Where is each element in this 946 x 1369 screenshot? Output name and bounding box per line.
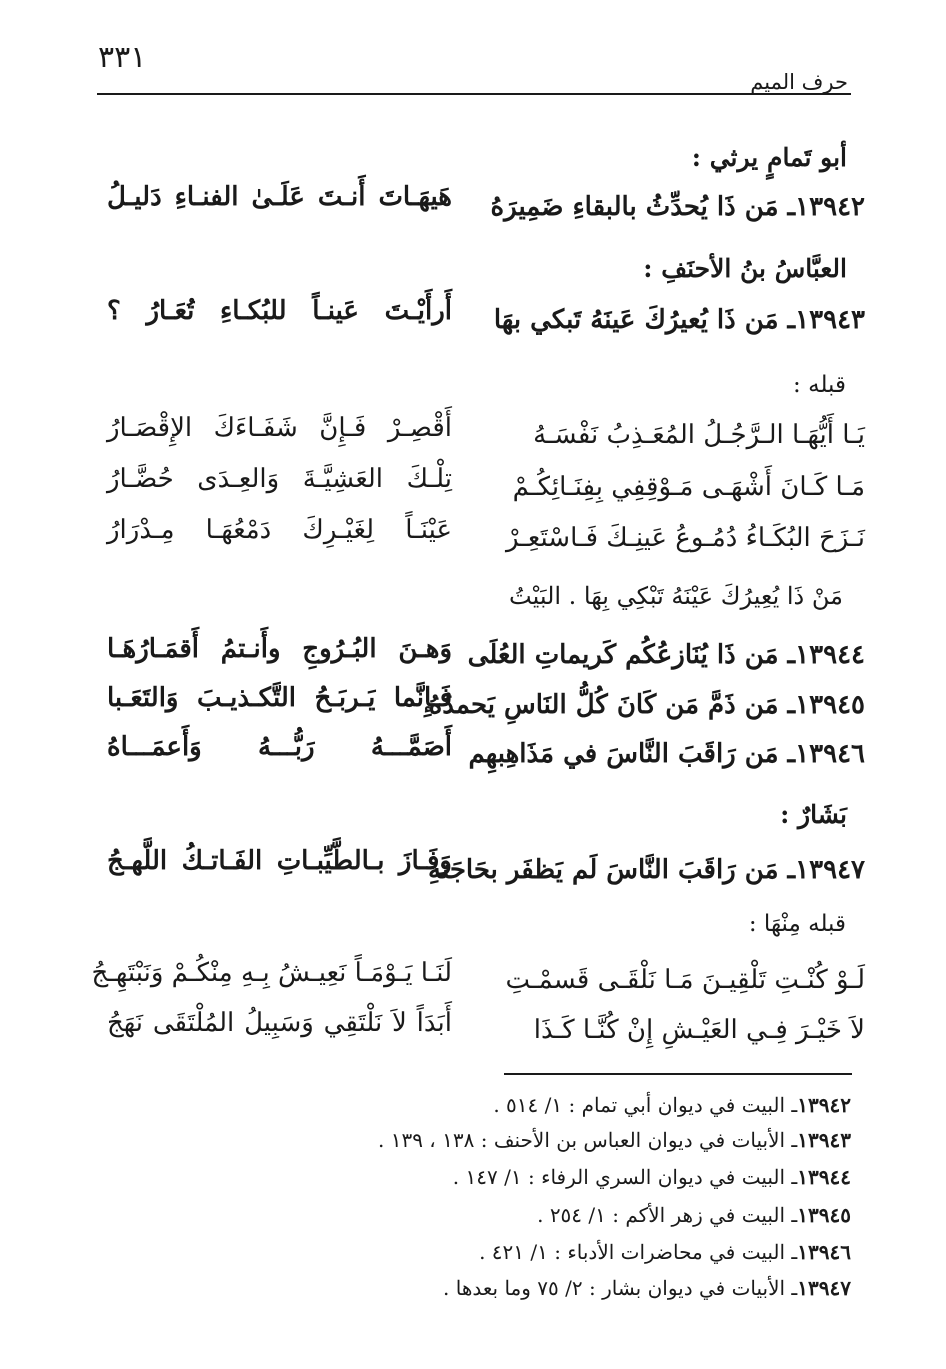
verse-1942-first-hemistich: ١٣٩٤٢ـ مَن ذَا يُحدِّثُ بالبقاءِ ضَمِيرَهُ [490,192,865,222]
footnote-text: ـ البيت في محاضرات الأدباء : ١/ ٤٢١ . [479,1240,798,1264]
footnote-number: ١٣٩٤٦ [797,1240,851,1264]
footnote-text: ـ الأبيات في ديوان العباس بن الأحنف : ١٣٨ ، ١٣٩ . [378,1128,798,1152]
poet-heading-abu-tammam: أبو تَمامٍ يرثي : [691,143,847,172]
footnote-text: ـ البيت في ديوان السري الرفاء : ١/ ١٤٧ . [452,1165,798,1189]
repeat-verse-line: مَنْ ذَا يُعِيرُكَ عَيْنَهُ تَبْكِي بِهَا . البَيْتُ [509,582,843,610]
verse-1947-first-hemistich: ١٣٩٤٧ـ مَن رَاقَبَ النَّاسَ لَم يَظفَر بحَاجَتهِ [428,855,865,885]
before-note-1: قبله : [793,372,846,398]
verse-1946-second-hemistich: أَصَمَّـــهُ رَبُّـــهُ وَأَعمَـــاهُ [107,732,452,762]
footnote-number: ١٣٩٤٥ [797,1203,851,1227]
footnote-1942 [493,1093,851,1117]
verse-1944-second-hemistich: وَهـنَ البُـرُوجِ وأَنـتمُ أَقمَـارُهَـا [107,634,452,664]
footnote-number: ١٣٩٤٤ [797,1165,851,1189]
footnote-number: ١٣٩٤٢ [797,1093,851,1117]
poem2-line-2-right: لاَ خَيْـرَ فِـي العَيْـشِ إِنْ كُنَّـا كَـذَا [533,1015,865,1045]
footnote-number: ١٣٩٤٧ [797,1276,851,1300]
page-number: ٣٣١ [98,40,147,75]
verse-1943-first-hemistich: ١٣٩٤٣ـ مَن ذَا يُعيرُكَ عَينَهُ تَبكي بهَا [493,305,865,335]
running-title: حرف الميم [750,70,848,94]
footnote-1944 [453,1165,851,1189]
poet-heading-abbas: العبَّاسُ بنُ الأحنَفِ : [643,254,847,283]
footnote-text: ـ البيت في زهر الأكم : ١/ ٢٥٤ . [537,1203,798,1227]
poem2-line-2-left: أَبَدَاً لاَ نَلْتَقِي وَسَبِيلُ المُلْتَقَى نَهَجُ [107,1008,452,1038]
verse-1945-first-hemistich: ١٣٩٤٥ـ مَن ذَمَّ مَن كَانَ كُلُّ النَاسِ يَحمدُهُ [428,690,865,720]
footnote-divider [504,1073,852,1075]
poem-line-1-right: يَـا أَيُّهَـا الـرَّجُـلُ المُعَـذِبُ نَفْسَـهُ [533,420,865,450]
footnote-1943 [378,1128,851,1152]
poem-line-2-left: تِلْـكَ العَشِيَّـةَ وَالعِـدَى حُضَّـارُ [107,464,452,494]
poet-heading-bashar: بَشَارٌ : [780,800,847,829]
footnote-text: ـ البيت في ديوان أبي تمام : ١/ ٥١٤ . [493,1093,798,1117]
before-note-2: قبله مِنْهَا : [748,911,846,937]
poem-line-2-right: مَـا كَـانَ أَشْهَـى مَـوْقِفِي بِفِنَـائِكُـمْ [512,472,865,502]
verse-1944-first-hemistich: ١٣٩٤٤ـ مَن ذَا يُنَازعُكُم كَريماتِ العُلَى [467,640,865,670]
header-divider [97,93,851,95]
poem2-line-1-left: لَنَـا يَـوْمَـاً نَعِيـشُ بِـهِ مِنْكُـمْ وَنَبْتَهِـجُ [91,958,452,988]
verse-1947-second-hemistich: وَفَـازَ بـالطَّيِّبـاتِ الفَـاتـكُ اللَّهـجُ [107,846,452,876]
footnote-1946 [479,1240,851,1264]
verse-1945-second-hemistich: فَـإِنَّما يَـربَـحُ التَّكـذيـبَ وَالتَعَـبا [107,683,452,713]
footnote-1945 [537,1203,851,1227]
poem2-line-1-right: لَـوْ كُنْـتِ تَلْقِيـنَ مَـا نَلْقَـى قَسمْـتِ [505,965,865,995]
poem-line-3-left: عَيْنَـاً لِغَيْـرِكَ دَمْعُهَـا مِـدْرَارُ [107,515,452,545]
verse-1943-second-hemistich: أَرأَيْـتَ عَينـاً للبُكـاءِ تُعَـارُ ؟ [107,296,452,326]
poem-line-1-left: أَقْصِـرْ فَـإِنَّ شَفَـاءَكَ الإِقْصَـارُ [107,413,452,443]
footnote-text: ـ الأبيات في ديوان بشار : ٢/ ٧٥ وما بعدها . [443,1276,798,1300]
footnote-number: ١٣٩٤٣ [797,1128,851,1152]
poem-line-3-right: نَـزَحَ البُكَـاءُ دُمُـوعُ عَينِـكَ فَـاسْتَعِـرْ [505,523,865,553]
verse-1942-second-hemistich: هَيهَـاتَ أَنـتَ عَلَـىٰ الفنـاءِ دَليـلُ [107,182,452,212]
verse-1946-first-hemistich: ١٣٩٤٦ـ مَن رَاقَبَ النَّاسَ في مَذَاهِبهِم [468,739,865,769]
footnote-1947 [443,1276,851,1300]
